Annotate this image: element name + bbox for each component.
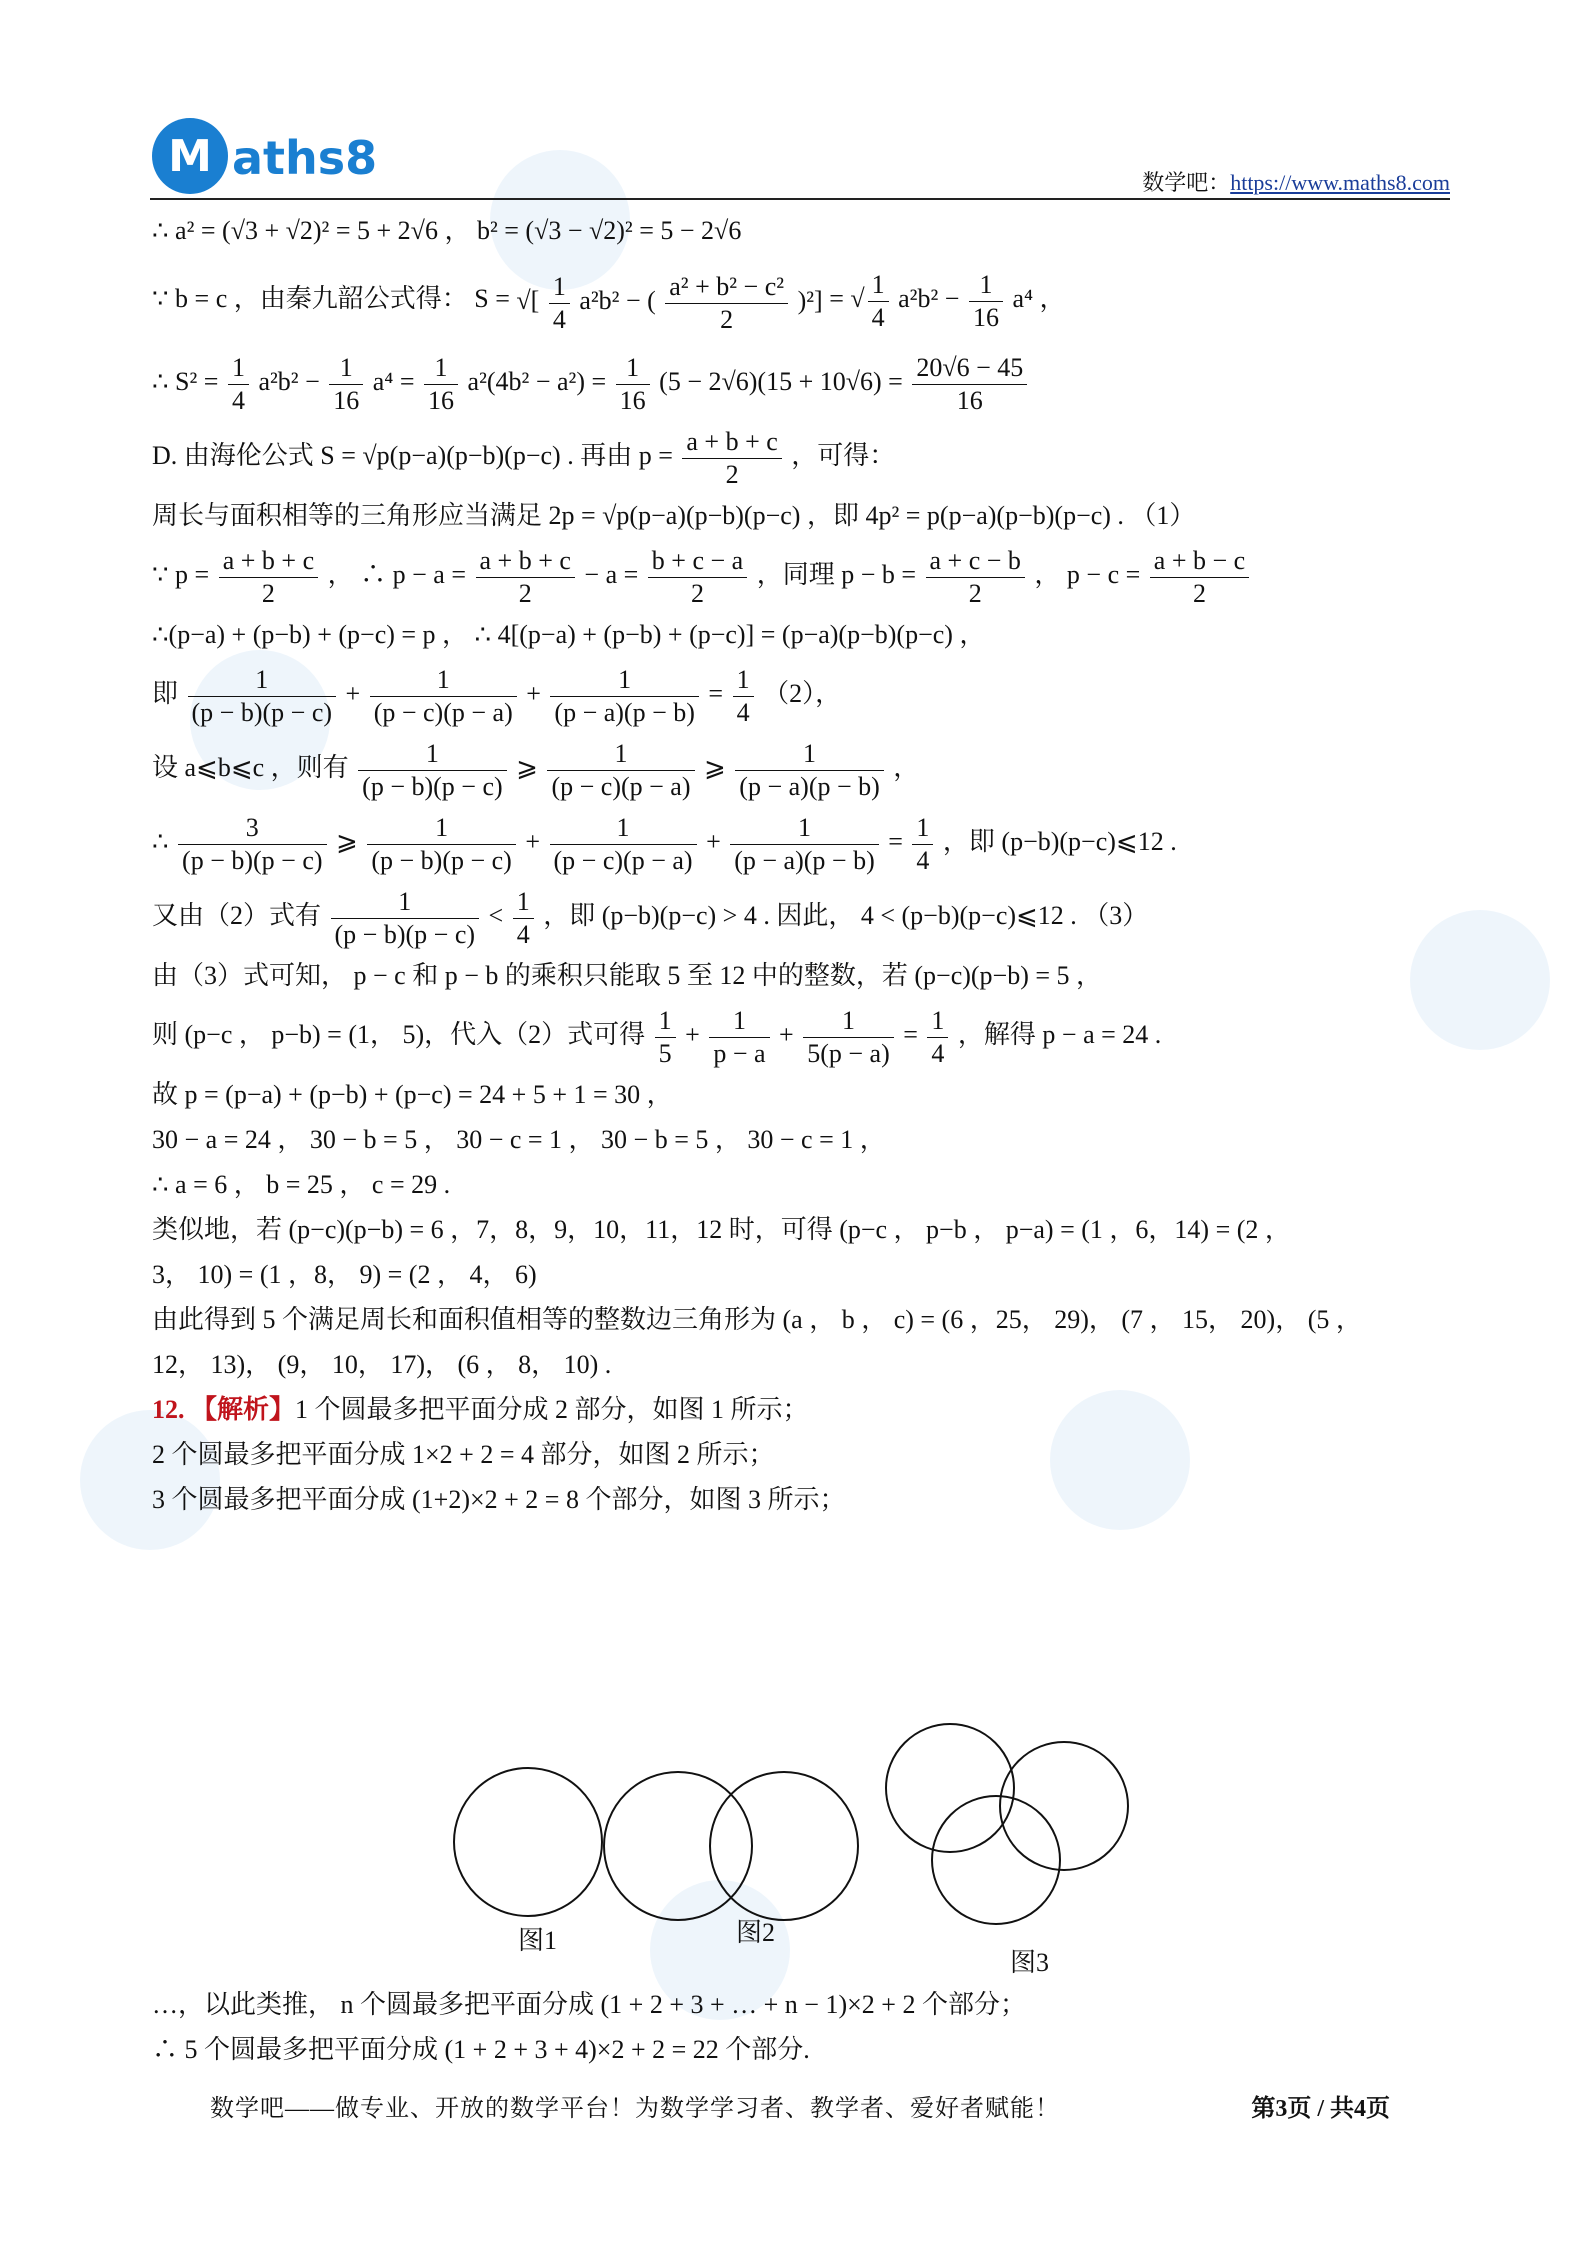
fraction: [547, 738, 694, 803]
current-page: 3: [1275, 2096, 1288, 2122]
denominator: 2: [690, 578, 704, 608]
denominator: 4: [916, 845, 930, 875]
denominator: (p − b)(p − c): [191, 697, 333, 727]
text: +: [706, 827, 721, 856]
fraction: [329, 352, 363, 417]
text: ， p − c =: [1034, 560, 1141, 589]
text: 设 a⩽b⩽c ，则有: [152, 753, 349, 782]
line-22: 2 个圆最多把平面分成 1×2 + 2 = 4 部分，如图 2 所示；: [152, 1440, 775, 1469]
line-25: ∴ 5 个圆最多把平面分成 (1 + 2 + 3 + 4)×2 + 2 = 22 个部分.: [152, 2035, 810, 2064]
denominator: 2: [720, 304, 734, 334]
text: ，即 (p−b)(p−c)⩽12 .: [942, 827, 1177, 856]
fraction: [926, 545, 1025, 610]
text: 页: [1366, 2096, 1390, 2122]
denominator: 4: [516, 919, 530, 949]
numerator: 1: [370, 664, 517, 697]
text: =: [708, 679, 724, 708]
text: +: [526, 679, 541, 708]
fraction: [370, 664, 517, 729]
numerator: 1: [188, 664, 337, 697]
fig1-label: 图1: [518, 1926, 558, 1955]
text: <: [488, 901, 504, 930]
text: ∵ b = c ，由秦九韶公式得： S =: [152, 284, 510, 313]
text: a²b² − (: [579, 286, 656, 316]
fraction: [682, 426, 781, 491]
svg-text:aths8: aths8: [232, 131, 378, 185]
fraction: [912, 352, 1027, 417]
line-6: [152, 538, 1442, 612]
denominator: 5: [658, 1038, 672, 1068]
fraction: [735, 738, 884, 803]
line-7: ∴(p−a) + (p−b) + (p−c) = p ， ∴ 4[(p−a) + (p−b) + (p−c)] = (p−a)(p−b)(p−c) ，: [152, 620, 986, 649]
numerator: 1: [616, 352, 650, 385]
site-url-link[interactable]: https://www.maths8.com: [1230, 170, 1450, 195]
numerator: 20√6 − 45: [912, 352, 1027, 385]
fraction: [228, 352, 249, 417]
text: 1 个圆最多把平面分成 2 部分，如图 1 所示；: [295, 1395, 809, 1424]
numerator: 1: [969, 269, 1003, 302]
denominator: 2: [725, 459, 739, 489]
denominator: 4: [552, 304, 566, 334]
page-header: [150, 110, 1450, 200]
fraction: [331, 886, 480, 951]
text: a²b² −: [898, 284, 960, 313]
sqrt-expression: √[ $\frac{1}{4}$ a²b² − ( $\frac{\text{a² + b² − c²}}{2}$ )²]: [516, 271, 823, 334]
numerator: 1: [547, 738, 694, 771]
numerator: 1: [868, 269, 889, 302]
circle-figures: [430, 1722, 1190, 1982]
fraction: [665, 271, 788, 336]
line-11: [152, 879, 1442, 953]
fig3-circle-b: [1000, 1742, 1128, 1870]
denominator: 2: [518, 578, 532, 608]
numerator: 1: [709, 1005, 769, 1038]
text: ，同理 p − b =: [756, 560, 917, 589]
footer-slogan: 数学吧——做专业、开放的数学平台！为数学学习者、教学者、爱好者赋能！: [210, 2096, 1060, 2122]
text: ⩾: [516, 753, 538, 782]
text: a²b² −: [258, 367, 320, 396]
line-2: ∵ b = c ，由秦九韶公式得： S = √[ $\frac{1}{4}$ a²b² − ( $\frac{\text{a² + b² − c²}}{2}$ )²] = √ $\frac{1}{4}$ a²b² − $\frac{1}{16}$ a⁴ ，: [152, 253, 1442, 345]
line-16: ∴ a = 6 ， b = 25 ， c = 29 .: [152, 1170, 451, 1199]
denominator: 16: [333, 385, 360, 415]
line-24: …，以此类推， n 个圆最多把平面分成 (1 + 2 + 3 + … + n − 1)×2 + 2 个部分；: [152, 1990, 1026, 2019]
text: S = √p(p−a)(p−b)(p−c): [320, 441, 561, 470]
document-body: [152, 208, 1442, 1522]
line-19: 由此得到 5 个满足周长和面积值相等的整数边三角形为 (a ， b ， c) = (6 ，25， 29)， (7 ， 15， 20)， (5 ，: [152, 1305, 1362, 1334]
fig3-circle-c: [932, 1796, 1060, 1924]
numerator: a + b − c: [1150, 545, 1249, 578]
fraction: [969, 269, 1003, 334]
fraction: [648, 545, 747, 610]
numerator: 1: [927, 1005, 948, 1038]
fraction: [188, 664, 337, 729]
line-12: 由（3）式可知， p − c 和 p − b 的乘积只能取 5 至 12 中的整数，若 (p−c)(p−b) = 5 ，: [152, 961, 1103, 990]
text: ，解得 p − a = 24 .: [957, 1020, 1162, 1049]
line-20: 12， 13)， (9， 10， 17)， (6 ， 8， 10) .: [152, 1350, 612, 1379]
text: +: [525, 827, 541, 856]
fig3-circle-a: [886, 1724, 1014, 1852]
numerator: 1: [730, 812, 879, 845]
numerator: a + b + c: [476, 545, 575, 578]
denominator: p − a: [713, 1038, 766, 1068]
fig2-label: 图2: [736, 1918, 776, 1947]
text: 又由（2）式有: [152, 901, 322, 930]
numerator: 1: [803, 1005, 894, 1038]
text: +: [779, 1020, 794, 1049]
fraction: [927, 1005, 948, 1070]
denominator: 4: [736, 697, 750, 727]
denominator: 16: [619, 385, 646, 415]
text: ∴: [152, 827, 169, 856]
denominator: (p − b)(p − c): [371, 845, 512, 875]
fraction: [803, 1005, 894, 1070]
denominator: 5(p − a): [807, 1038, 890, 1068]
numerator: 3: [178, 812, 327, 845]
text: ， ∴ p − a =: [327, 560, 466, 589]
fraction: [178, 812, 327, 877]
numerator: 1: [331, 886, 480, 919]
line-14: 故 p = (p−a) + (p−b) + (p−c) = 24 + 5 + 1 = 30 ，: [152, 1080, 673, 1109]
text: 即: [152, 679, 179, 708]
denominator: (p − c)(p − a): [551, 771, 691, 801]
text: ⩾: [336, 827, 358, 856]
fraction: [1150, 545, 1249, 610]
text: . 再由 p =: [567, 441, 673, 470]
text: ，即 (p−b)(p−c) > 4 . 因此， 4 < (p−b)(p−c)⩽12 . （3）: [543, 901, 1149, 930]
denominator: (p − b)(p − c): [362, 771, 503, 801]
document-body-tail: [152, 1982, 1442, 2072]
denominator: (p − b)(p − c): [182, 845, 323, 875]
fraction: [733, 664, 754, 729]
text: ，可得：: [791, 441, 896, 470]
line-3: [152, 345, 1442, 419]
numerator: 1: [549, 271, 570, 304]
numerator: 1: [424, 352, 458, 385]
text: +: [685, 1020, 700, 1049]
numerator: 1: [733, 664, 754, 697]
fraction: [655, 1005, 676, 1070]
text: − a =: [584, 560, 639, 589]
line-10: [152, 805, 1442, 879]
fraction: [730, 812, 879, 877]
numerator: 1: [358, 738, 507, 771]
text: a⁴ ，: [1012, 284, 1066, 313]
line-17: 类似地，若 (p−c)(p−b) = 6 ，7，8，9，10，11，12 时，可得 (p−c ， p−b ， p−a) = (1 ，6，14) = (2 ，: [152, 1215, 1291, 1244]
numerator: 1: [550, 664, 699, 697]
problem-number: 12.: [152, 1395, 185, 1424]
numerator: a² + b² − c²: [665, 271, 788, 304]
text: )²: [797, 286, 815, 316]
maths8-logo: [150, 116, 450, 196]
total-pages: 4: [1354, 2096, 1366, 2122]
denominator: 16: [956, 385, 983, 415]
site-label: [1142, 166, 1450, 197]
numerator: a + c − b: [926, 545, 1025, 578]
denominator: 4: [931, 1038, 945, 1068]
numerator: 1: [655, 1005, 676, 1038]
line-4: [152, 419, 1442, 493]
denominator: 16: [428, 385, 455, 415]
fig2-circle-b: [710, 1772, 858, 1920]
numerator: 1: [513, 886, 534, 919]
fraction: [358, 738, 507, 803]
text: 第: [1251, 2096, 1276, 2122]
denominator: (p − a)(p − b): [734, 845, 875, 875]
fraction: [616, 352, 650, 417]
line-5: 周长与面积相等的三角形应当满足 2p = √p(p−a)(p−b)(p−c) ，即 4p² = p(p−a)(p−b)(p−c) . （1）: [152, 501, 1196, 530]
numerator: b + c − a: [648, 545, 747, 578]
numerator: 1: [329, 352, 363, 385]
denominator: (p − c)(p − a): [553, 845, 693, 875]
text: =: [888, 827, 903, 856]
line-9: 设 a⩽b⩽c ，则有 $\frac{1}{(p - b)(p - c)}$ ⩾ $\frac{1}{(p - c)(p - a)}$ ⩾ $\frac{1}{(p - a)(p - b)}$ ，: [152, 738, 920, 801]
numerator: a + b + c: [219, 545, 318, 578]
line-15: 30 − a = 24 ， 30 − b = 5 ， 30 − c = 1 ， 30 − b = 5 ， 30 − c = 1 ，: [152, 1125, 886, 1154]
text: D. 由海伦公式: [152, 441, 314, 470]
text: ∵ p =: [152, 560, 210, 589]
analysis-tag: 【解析】: [191, 1395, 296, 1424]
line-8: [152, 657, 1442, 731]
fraction: [550, 664, 699, 729]
text: 则 (p−c ， p−b) = (1， 5)，代入（2）式可得: [152, 1020, 646, 1049]
denominator: 16: [972, 302, 999, 332]
fraction: [912, 812, 933, 877]
denominator: (p − b)(p − c): [334, 919, 476, 949]
line-13: [152, 998, 1442, 1072]
denominator: 2: [968, 578, 982, 608]
numerator: 1: [912, 812, 933, 845]
svg-text:M: M: [168, 131, 212, 182]
text: (5 − 2√6)(15 + 10√6) =: [659, 367, 903, 396]
fraction: [550, 812, 697, 877]
fraction: [868, 269, 889, 334]
line-18: 3， 10) = (1 ，8， 9) = (2 ， 4， 6): [152, 1260, 537, 1289]
text: ∴ S² =: [152, 367, 219, 396]
fig3-label: 图3: [1010, 1948, 1050, 1977]
fraction: [476, 545, 575, 610]
line-21: [152, 1387, 1442, 1432]
denominator: 4: [231, 385, 245, 415]
text: =: [903, 1020, 918, 1049]
text: （2），: [763, 679, 842, 708]
denominator: (p − c)(p − a): [373, 697, 513, 727]
denominator: 2: [261, 578, 275, 608]
text: a⁴ =: [372, 367, 415, 396]
numerator: 1: [367, 812, 516, 845]
text: ⩾: [704, 753, 726, 782]
denominator: 2: [1193, 578, 1206, 608]
fig1-circle: [454, 1768, 602, 1916]
site-label-text: 数学吧：: [1142, 170, 1231, 195]
fraction: [513, 886, 534, 951]
fraction: [549, 271, 570, 336]
fraction: [219, 545, 318, 610]
numerator: 1: [228, 352, 249, 385]
text: =: [829, 284, 844, 313]
denominator: (p − a)(p − b): [554, 697, 695, 727]
numerator: 1: [550, 812, 697, 845]
text: 页 / 共: [1287, 2096, 1354, 2122]
numerator: a + b + c: [682, 426, 781, 459]
fraction: [709, 1005, 769, 1070]
line-23: 3 个圆最多把平面分成 (1+2)×2 + 2 = 8 个部分，如图 3 所示；: [152, 1485, 846, 1514]
denominator: 4: [871, 302, 885, 332]
page-indicator: [1251, 2088, 1390, 2123]
fraction: [424, 352, 458, 417]
fraction: [367, 812, 516, 877]
text: a²(4b² − a²) =: [467, 367, 607, 396]
numerator: 1: [735, 738, 884, 771]
denominator: (p − a)(p − b): [739, 771, 880, 801]
text: +: [345, 679, 361, 708]
header-divider: [150, 198, 1450, 200]
line-1: ∴ a² = (√3 + √2)² = 5 + 2√6 ， b² = (√3 − √2)² = 5 − 2√6: [152, 216, 742, 245]
